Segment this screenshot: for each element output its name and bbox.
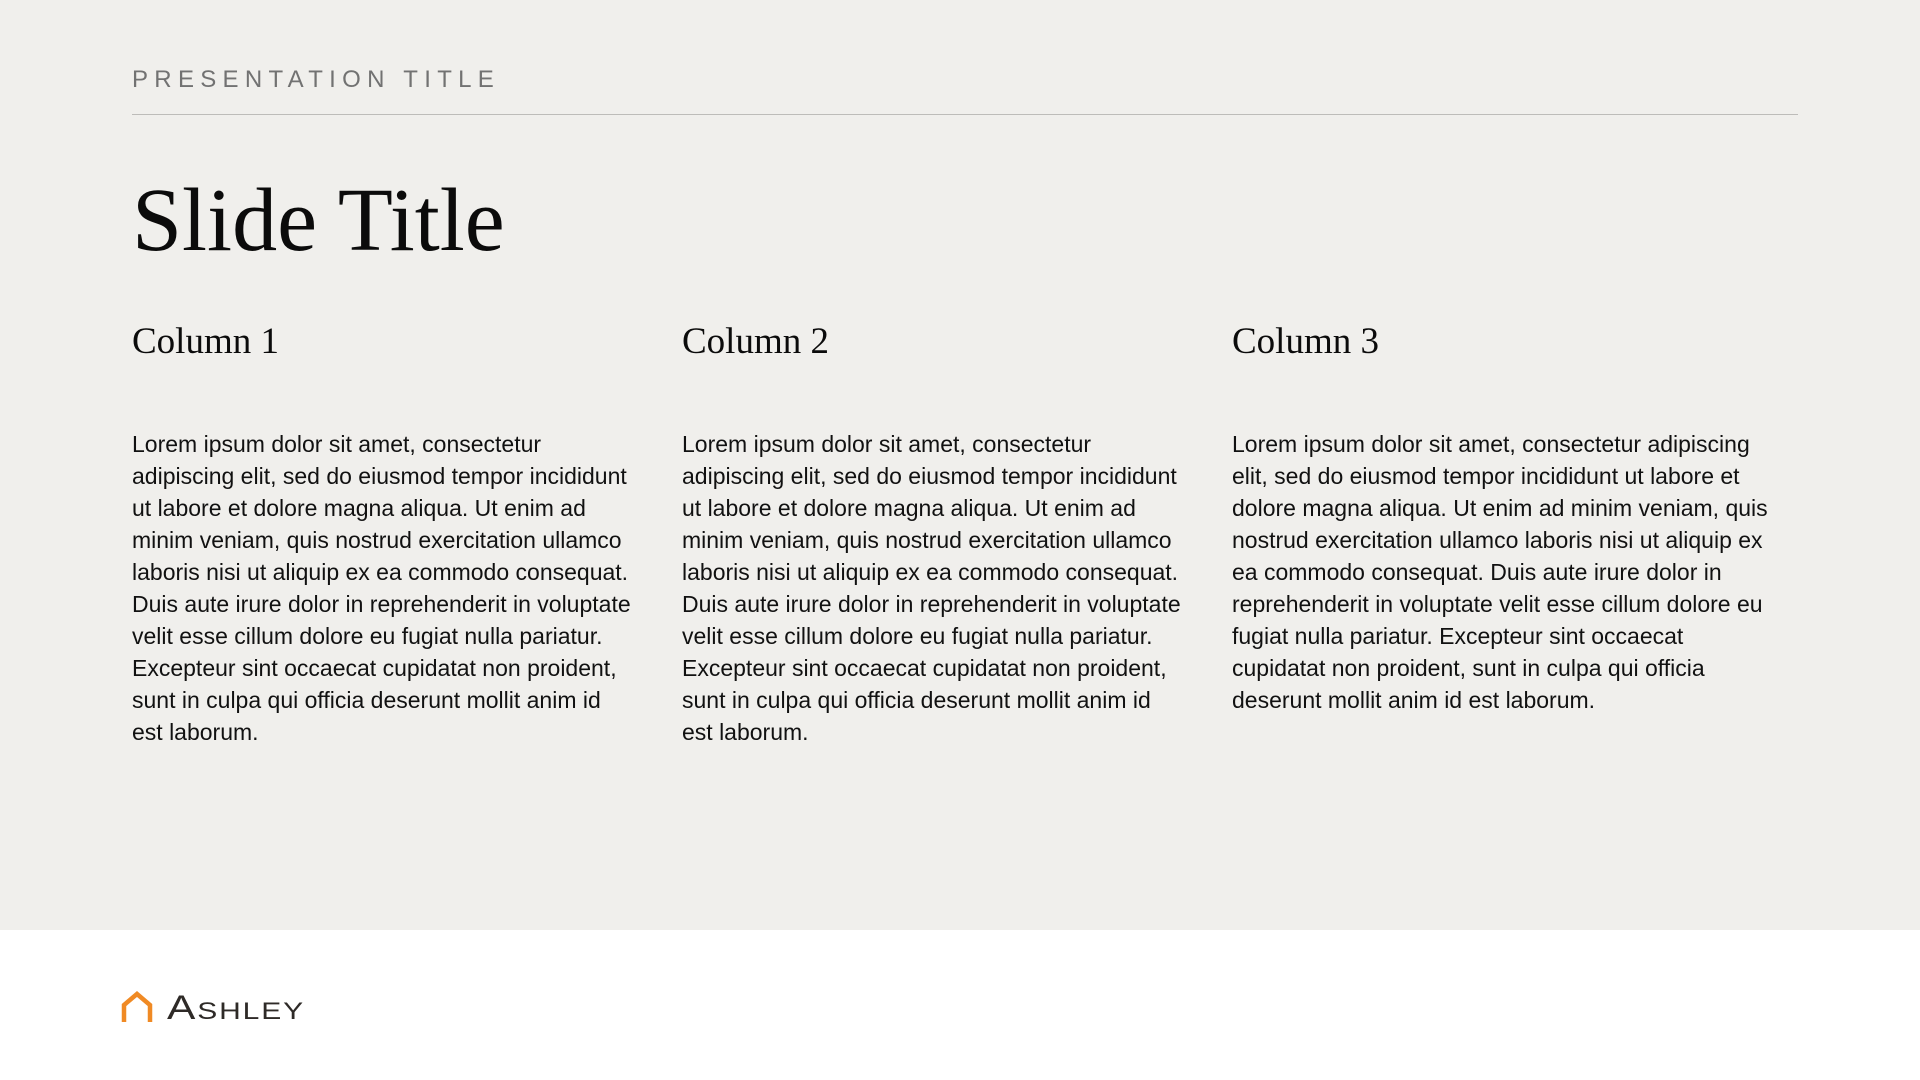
logo-wordmark: Ashley	[167, 989, 305, 1027]
column-heading: Column 2	[682, 321, 829, 362]
column-body: Lorem ipsum dolor sit amet, consectetur adipiscing elit, sed do eiusmod tempor incididunt ut labore et dolore magna aliqua. Ut enim ad minim veniam, quis nostrud exercitation ullamco laboris nisi ut aliquip ex ea commodo consequat. Duis aute irure dolor in reprehenderit in voluptate velit esse cillum dolore eu fugiat nulla pariatur. Excepteur sint occaecat cupidatat non proident, sunt in culpa qui officia deserunt mollit anim id est laborum.	[682, 431, 1181, 745]
column-1	[132, 318, 634, 748]
header-divider	[132, 114, 1798, 115]
ashley-logo	[121, 988, 305, 1028]
column-body: Lorem ipsum dolor sit amet, consectetur adipiscing elit, sed do eiusmod tempor incididunt ut labore et dolore magna aliqua. Ut enim ad minim veniam, quis nostrud exercitation ullamco laboris nisi ut aliquip ex ea commodo consequat. Duis aute irure dolor in reprehenderit in voluptate velit esse cillum dolore eu fugiat nulla pariatur. Excepteur sint occaecat cupidatat non proident, sunt in culpa qui officia deserunt mollit anim id est laborum.	[1232, 431, 1768, 713]
content-columns	[132, 318, 1768, 748]
house-outline-icon	[121, 991, 153, 1025]
column-heading: Column 3	[1232, 321, 1379, 362]
presentation-title: PRESENTATION TITLE	[132, 66, 501, 93]
slide-title: Slide Title	[132, 171, 505, 270]
column-body: Lorem ipsum dolor sit amet, consectetur adipiscing elit, sed do eiusmod tempor incididunt ut labore et dolore magna aliqua. Ut enim ad minim veniam, quis nostrud exercitation ullamco laboris nisi ut aliquip ex ea commodo consequat. Duis aute irure dolor in reprehenderit in voluptate velit esse cillum dolore eu fugiat nulla pariatur. Excepteur sint occaecat cupidatat non proident, sunt in culpa qui officia deserunt mollit anim id est laborum.	[132, 431, 631, 745]
column-heading: Column 1	[132, 321, 279, 362]
column-3	[1232, 318, 1768, 748]
slide-footer	[0, 930, 1920, 1080]
column-2	[682, 318, 1184, 748]
